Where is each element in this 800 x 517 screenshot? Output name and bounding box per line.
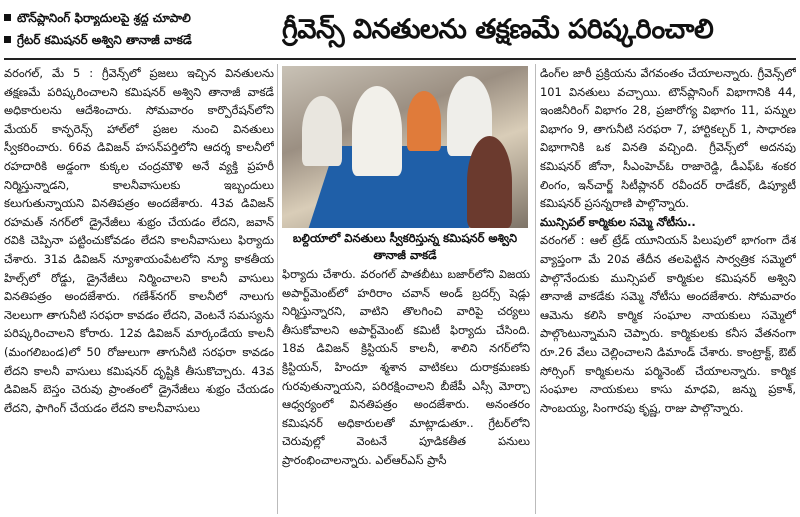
news-photo	[282, 66, 528, 228]
column-divider	[277, 64, 278, 514]
photo-caption: బల్దియాలో వినతులు స్వీకరిస్తున్న కమిషనర్ అశ్విని తానాజీ వాకడే	[292, 231, 518, 262]
highlight-1-text: టౌన్‌ప్లానింగ్ ఫిర్యాదులపై శ్రద్ధ చూపాలి	[17, 11, 191, 25]
highlight-2	[4, 32, 272, 48]
highlights	[4, 10, 272, 54]
column-2-text: ఫిర్యాదు చేశారు. వరంగల్ పాతబీటు బజార్‌లోని విజయ అపార్ట్‌మెంట్‌లో హరిరాం చవాన్ అండ్ బ్రదర్స్ షెడ్లు నిర్మిస్తున్నారని, వాటిని తొలగించి వారిపై చర్యలు తీసుకోవాలని అపార్ట్‌మెంట్ కమిటీ ఫిర్యాదు చేసింది. 18వ డివిజన్ క్రిస్టియన్ కాలనీ, శాలిని నగర్‌లోని క్రిస్టియన్, హిందూ శ్మశాన వాటికలు దురాక్రమణకు గురవుతున్నాయని, పరిరక్షించాలని బీజేపీ ఎస్సీ మోర్చా ఆధ్వర్యంలో వినతిపత్రం అందజేశారు. అనంతరం కమిషనర్ అధికారులతో మాట్లాడుతూ.. గ్రేటర్‌లోని చెరువుల్లో వెంటనే పూడికతీత పనులు ప్రారంభించాలన్నారు. ఎల్‌ఆర్‌ఎస్ ప్రాసీ	[282, 267, 530, 467]
column-2	[282, 265, 530, 515]
highlight-1	[4, 10, 272, 26]
photo-person	[352, 86, 402, 176]
highlight-2-text: గ్రేటర్ కమిషనర్ అశ్విని తానాజీ వాకడే	[17, 33, 192, 47]
photo-person	[467, 136, 512, 228]
column-3-text-a: డింగ్‌ల జారీ ప్రక్రియను వేగవంతం చేయాలన్నారు. గ్రీవెన్స్‌లో 101 వినతులు వచ్చాయి. టౌన్‌ప్లానింగ్ విభాగానికి 44, ఇంజినీరింగ్ విభాగం 28, ప్రజారోగ్య విభాగం 11, పన్నుల విభాగం 9, తాగునీటి సరఫరా 7, హార్టికల్చర్ 1, సాధారణ విభాగానికి ఒక వినతి వచ్చింది. గ్రీవెన్స్‌లో అదనపు కమిషనర్ జోనా, సీఎంహెచ్‌ఓ రాజారెడ్డి, డీఎఫ్‌ఓ శంకర లింగం, ఇన్‌చార్జ్ సిటీప్లానర్ రవీందర్ రాడేకర్, డిప్యూటీ కమిషనర్ ప్రసన్నరాణి పాల్గొన్నారు.	[540, 66, 796, 211]
column-1	[4, 64, 274, 514]
column-3-text-b: వరంగల్ : ఆల్ ట్రేడ్ యూనియన్ పిలుపులో భాగంగా దేశ వ్యాప్తంగా మే 20వ తేదీన తలపెట్టిన సార్వత్రిక సమ్మెలో పాల్గొనేందుకు మున్సిపల్ కార్మికుల కమిషనర్ అశ్విని తానాజీ వాకడేకు సమ్మె నోటీసు అందజేశారు. సోమవారం ఆమెను కలిసి కార్మిక సంఘాల నాయకులు సమ్మెలో పాల్గొంటున్నామని చెప్పారు. కార్మికులకు కనీస వేతనంగా రూ.26 వేలు చెల్లించాలని డిమాండ్ చేశారు. కాంట్రాక్ట్, ఔట్ సోర్సింగ్ కార్మికులను పర్మినెంట్ చేయాలన్నారు. కార్మిక సంఘాల నాయకులు కాసు మాధవి, జన్ను ప్రకాశ్, సాంబయ్య, సింగారపు కృష్ణ, రాజు పాల్గొన్నారు.	[540, 233, 796, 415]
column-3	[540, 64, 796, 514]
column-1-text: వరంగల్, మే 5 : గ్రీవెన్స్‌లో ప్రజలు ఇచ్చిన వినతులను తక్షణమే పరిష్కరించాలని కమిషనర్ అశ్విని తానాజీ వాకడే అధికారులను ఆదేశించారు. సోమవారం కార్పొరేషన్‌లోని మేయర్ కాన్ఫరెన్స్ హాల్‌లో ప్రజల నుంచి వినతులు స్వీకరించారు. 66వ డివిజన్ హసన్‌పర్తిలోని ఆదర్శ కాలనీలో రహదారికి అడ్డంగా కుక్కల చంద్రమౌళి అనే వ్యక్తి ప్రహరీ నిర్మిస్తున్నాడని, కాలనీవాసులకు ఇబ్బందులు కలుగుతున్నాయని వినతిపత్రం అందజేశారు. 43వ డివిజన్ రహమత్ నగర్‌లో డ్రైనేజీలు శుభ్రం చేయడం లేదని, జవాన్ రవికి చెప్పినా పట్టించుకోవడం లేదని కాలనీవాసులు ఫిర్యాదు చేశారు. 31వ డివిజన్ న్యూశాయంపేటలోని న్యూ కాకతీయ హిల్స్‌లో రోడ్డు, డ్రైనేజీలు నిర్మించాలని కాలనీ వాసులు వినతిపత్రం అందజేశారు. గణేశ్‌నగర్ కాలనీలో నాలుగు నెలలుగా తాగునీటి సరఫరా కావడం లేదని, వెంటనే సమస్యను పరిష్కరించాలని కోరారు. 12వ డివిజన్ మార్కండేయ కాలనీ (మంగలిబండ)లో 50 రోజులుగా తాగునీటి సరఫరా కావడం లేదని కాలనీ వాసులు కమిషనర్ దృష్టికి తీసుకొచ్చారు. 43వ డివిజన్ బెస్తం చెరువు ప్రాంతంలో డ్రైనేజీలు శుభ్రం చేయడం లేదని, ఫాగింగ్ చేయడం లేదని కాలనీవాసులు	[4, 66, 274, 415]
headline-rule	[4, 58, 796, 60]
column-divider	[535, 64, 536, 514]
headline: గ్రీవెన్స్ వినతులను తక్షణమే పరిష్కరించాలి	[282, 14, 714, 45]
bullet-square-icon	[4, 36, 11, 43]
strike-notice-subhead: మున్సిపల్ కార్మికుల సమ్మె నోటీసు..	[540, 214, 696, 229]
bullet-square-icon	[4, 14, 11, 21]
photo-person	[302, 96, 342, 166]
photo-person	[407, 91, 441, 151]
